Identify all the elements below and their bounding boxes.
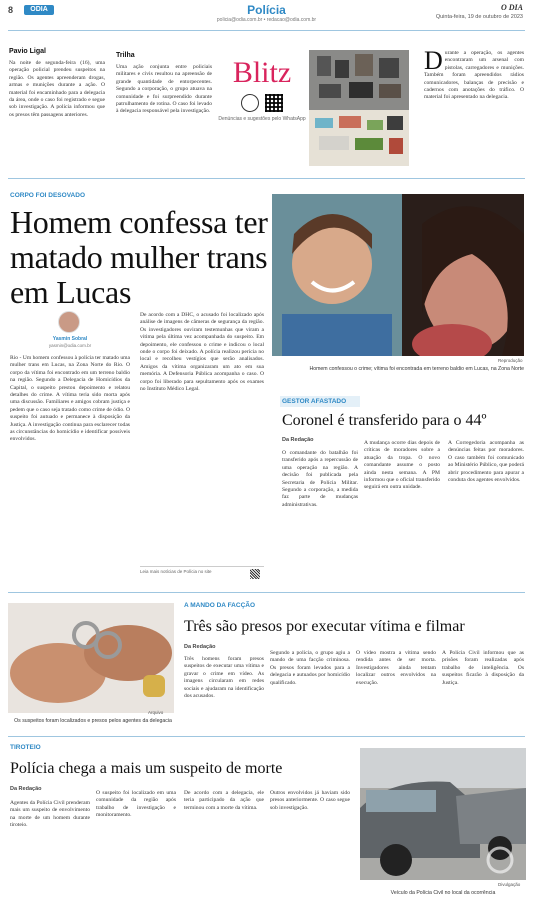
story3-photo-caption: Os suspeitos foram localizados e presos pelos agentes da delegacia (14, 718, 172, 724)
story4-kicker: TIROTEIO (10, 744, 41, 751)
middle-column-text: Uma ação conjunta entre policiais militares e civis resultou na apreensão de grande quantidade de entorpecentes. Segundo a corporação, o grupo atuava na comunidade e foi surpreendido durante patrulhamento de rotina. O caso foi levado à delegacia responsável pela investigação. (116, 64, 212, 115)
main-photo-credit: Reprodução (498, 358, 523, 363)
story4-column-2: O suspeito foi localizado em uma comunidade da região após trabalho de investigação e monitoramento. (96, 790, 176, 819)
story3-column-3: O vídeo mostra a vítima sendo rendida antes de ser morta. Investigadores ainda tentam localizar outros envolvidos na execução. (356, 650, 436, 686)
blitz-title: Blitz (232, 56, 292, 89)
right-column-text (424, 50, 524, 162)
page-number: 8 (8, 5, 14, 15)
publication-date: Quinta-feira, 19 de outubro de 2023 (435, 14, 523, 20)
story2-column-1: O comandante do batalhão foi transferido após a repercussão de uma operação na região. A decisão foi publicada pela Secretaria de Polícia Militar. Segundo a corporação, a medida faz parte de mudanças administrativas. (282, 450, 358, 508)
drop-cap: D (424, 50, 443, 75)
story3-headline: Três são presos por executar vítima e filmar (184, 618, 465, 635)
story2-kicker: GESTOR AFASTADO (282, 398, 347, 405)
right-column-body: urante a operação, os agentes encontraram um arsenal com pistolas, carregadores e munições. Também foram apreendidos rádios comunicadores, balanças de precisão e cadernos com anotações do tráfico. O material foi apresentado na delegacia. (424, 50, 524, 101)
main-story-promo (140, 566, 264, 580)
story3-photo-credit: Arquivo (148, 710, 164, 715)
seized-items-photo (309, 50, 409, 166)
story2-byline: Da Redação (282, 437, 314, 443)
story2-column-3: A Corregedoria acompanha as denúncias feitas por moradores. O caso também foi comunicado ao Ministério Público, que poderá abrir procedimento para apurar a conduta dos agentes envolvidos. (448, 440, 524, 484)
brand-chip: ODIA (24, 5, 54, 15)
story3-column-2: Segundo a polícia, o grupo agiu a mando de uma facção criminosa. Os presos foram levados para a delegacia e autuados por homicídio qualificado. (270, 650, 350, 686)
publication-name: O DIA (500, 3, 523, 12)
main-story-headline: Homem confessa ter matado mulher trans em Lucas (10, 204, 268, 310)
story2-headline: Coronel é transferido para o 44º (282, 412, 487, 429)
promo-text: Leia mais notícias de Polícia no site (140, 569, 212, 574)
police-car-photo (360, 748, 526, 880)
top-row-rule (8, 178, 525, 179)
mid-rule (8, 592, 525, 593)
blitz-caption: Denúncias e sugestões pelo WhatsApp (218, 116, 306, 122)
story4-column-1: Agentes da Polícia Civil prenderam mais um suspeito de envolvimento na morte de um homem durante tiroteio. (10, 800, 90, 829)
story4-column-3: De acordo com a delegacia, ele teria participado da ação que terminou com a morte da vítima. (184, 790, 264, 811)
story3-column-1: Três homens foram presos suspeitos de executar uma vítima e gravar o crime em vídeo. As imagens circularam em redes sociais e ajudaram na identificação dos acusados. (184, 656, 264, 700)
story3-column-4: A Polícia Civil informou que as prisões foram realizadas após trabalho de inteligência. Os suspeitos ficarão à disposição da Justiça. (442, 650, 524, 686)
main-story-column-1: Rio - Um homem confessou à polícia ter matado uma mulher trans em Lucas, na Zona Norte do Rio. O corpo da vítima foi encontrado em um terreno baldio na região. Segundo a Delegacia de Homicídios da Capital, o suspeito prestou depoimento e relatou detalhes do crime. A vítima teria sido morta após uma discussão. Familiares e amigos cobram justiça e pedem que o caso seja tratado como crime de ódio. O suspeito foi autuado e permanece à disposição da Justiça. A investigação continua para esclarecer todas as circunstâncias do homicídio e identificar possíveis envolvidos. (10, 355, 130, 443)
story4-headline: Polícia chega a mais um suspeito de morte (10, 760, 283, 777)
story2-column-2: A mudança ocorre dias depois de críticas de moradores sobre a atuação da tropa. O novo comandante assume o posto ainda nesta semana. A PM informou que o oficial transferido seguirá em outra unidade. (364, 440, 440, 491)
story3-byline: Da Redação (184, 644, 216, 650)
story4-column-4: Outros envolvidos já haviam sido presos anteriormente. O caso segue sob investigação. (270, 790, 350, 811)
handcuffs-photo (8, 603, 174, 713)
story4-photo-credit: Divulgação (498, 882, 521, 887)
lower-rule (8, 736, 525, 737)
header-rule (8, 30, 525, 31)
author-email: yasmin@odia.com.br (48, 343, 92, 348)
story4-photo-caption: Veículo da Polícia Civil no local da ocorrência (390, 890, 496, 896)
main-story-column-2: De acordo com a DHC, o acusado foi localizado após análise de imagens de câmeras de segurança da região. Os investigadores ouviram testemunhas que viram a vítima pela última vez acompanhada do suspeito. Em depoimento, ele confessou o crime e indicou o local onde o corpo foi deixado. A polícia realizou perícia no local e recolheu vestígios que serão analisados. Amigos da vítima organizaram um ato em sua memória. A Defensoria Pública acompanha o caso. O corpo foi liberado para sepultamento após os exames no Instituto Médico Legal. (140, 312, 264, 393)
author-name: Yasmin Sobral (52, 336, 88, 342)
main-photo-caption: Homem confessou o crime; vítima foi encontrada em terreno baldio em Lucas, na Zona Norte (309, 366, 524, 372)
author-avatar (58, 311, 80, 333)
main-story-photo (272, 194, 524, 356)
story4-byline: Da Redação (10, 786, 42, 792)
blitz-box (218, 48, 306, 148)
left-column-heading: Pavio Ligal (9, 48, 46, 55)
whatsapp-icon (241, 94, 259, 112)
qr-code-icon (265, 94, 283, 112)
middle-column-heading: Trilha (116, 52, 135, 59)
page-header (0, 0, 533, 30)
section-subtitle: policia@odia.com.br • redacao@odia.com.br (216, 17, 317, 23)
story3-kicker: A MANDO DA FACÇÃO (184, 602, 256, 609)
promo-qr-icon (250, 569, 260, 579)
section-title: Polícia (247, 3, 286, 17)
left-column-text: Na noite de segunda-feira (16), uma operação policial prendeu suspeitos na região. Os agentes apreenderam drogas, armas e munições durante a ação. O material foi encaminhado para a delegacia da área, onde o caso foi registrado e segue sob investigação. A polícia informou que os presos têm passagens anteriores. (9, 60, 105, 118)
main-story-kicker: CORPO FOI DESOVADO (10, 192, 85, 199)
